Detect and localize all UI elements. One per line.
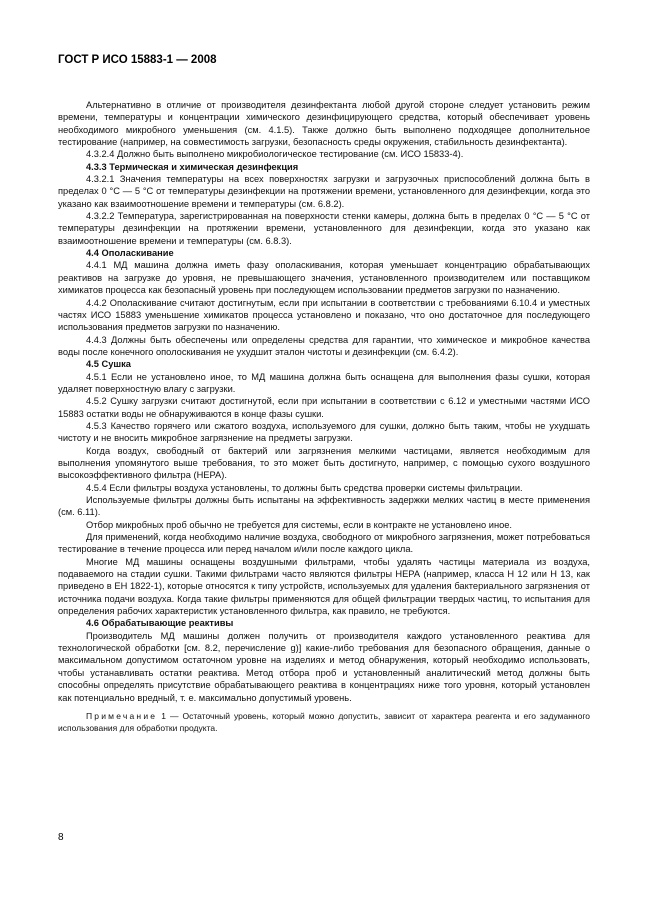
paragraph: 4.4.3 Должны быть обеспечены или определены средства для гарантии, что химическое и микробное качества воды после конечного ополоскивания не ухудшит эталон чистоты и дезинфекции (см. 6.4.2). bbox=[58, 334, 590, 357]
document-header: ГОСТ Р ИСО 15883-1 — 2008 bbox=[58, 54, 217, 66]
document-body bbox=[58, 99, 590, 734]
paragraph: 4.4.2 Ополаскивание считают достигнутым, если при испытании в соответствии с требованиями 6.10.4 и уместных частях ИСО 15883 уменьшение химикатов процесса установлено и показано, что оно достаточное для последующего использования предметов загрузки по назначению. bbox=[58, 297, 590, 333]
paragraph: Для применений, когда необходимо наличие воздуха, свободного от микробного загрязнения, может потребоваться тестирование в течение процесса или перед началом и/или после каждого цикла. bbox=[58, 532, 590, 555]
section-heading: 4.4 Ополаскивание bbox=[86, 248, 174, 259]
paragraph: 4.5.1 Если не установлено иное, то МД машина должна быть оснащена для выполнения фазы сушки, которая удаляет поверхностную влагу с загрузки. bbox=[58, 371, 590, 394]
section-heading: 4.3.3 Термическая и химическая дезинфекция bbox=[86, 161, 299, 172]
paragraph: Многие МД машины оснащены воздушными фильтрами, чтобы удалять частицы материала из воздуха, подаваемого на стадии сушки. Такими фильтрами часто являются фильтры НЕРА (например, класса Н 12 или Н 13, как приведено в ЕН 1822-1), которые относятся к типу устройств, используемых для удаления бактериального загрязнения от источника подачи воздуха. Когда такие фильтры применяются для общей фильтрации твердых частиц, то испытания для определения рабочих характеристик установленного фильтра, как правило, не требуются. bbox=[58, 556, 590, 617]
paragraph: 4.3.2.2 Температура, зарегистрированная на поверхности стенки камеры, должна быть в пределах 0 °C — 5 °C от температуры дезинфекции на протяжении времени, установленного для дезинфекции, когда это указано как взаимоотношение времени и температуры (см. 6.8.3). bbox=[58, 211, 590, 246]
paragraph: 4.4.1 МД машина должна иметь фазу ополаскивания, которая уменьшает концентрацию обрабатывающих реактивов на загрузке до уровня, не превышающего значения, установленного производителем или поставщиком химикатов процесса как безопасный уровень при последующем использовании предметов загрузки по назначению. bbox=[58, 260, 590, 296]
page-number: 8 bbox=[58, 832, 64, 843]
paragraph: 4.5.2 Сушку загрузки считают достигнутой, если при испытании в соответствии с 6.12 и уместными частями ИСО 15883 остатки воды не обнаруживаются в конце фазы сушки. bbox=[58, 396, 590, 419]
paragraph: Когда воздух, свободный от бактерий или загрязнения мелкими частицами, является необходимым для выполнения упомянутого выше требования, то это может быть достигнуто, например, с помощью сухого воздушного высокоэффективного фильтра (НЕРА). bbox=[58, 445, 590, 481]
section-heading: 4.5 Сушка bbox=[86, 359, 131, 370]
paragraph: 4.5.4 Если фильтры воздуха установлены, то должны быть средства проверки системы фильтрации. bbox=[86, 482, 523, 493]
paragraph: Используемые фильтры должны быть испытаны на эффективность задержки мелких частиц в месте применения (см. 6.11). bbox=[58, 495, 590, 518]
paragraph: 4.3.2.1 Значения температуры на всех поверхностях загрузки и загрузочных приспособлений должна быть в пределах 0 °C — 5 °C от температуры дезинфекции на протяжении времени, установленного для дезинфекции, когда это указано как взаимоотношение времени и температуры (см. 6.8.2). bbox=[58, 174, 590, 209]
paragraph: Отбор микробных проб обычно не требуется для системы, если в контракте не установлено иное. bbox=[86, 519, 513, 530]
paragraph: Альтернативно в отличие от производителя дезинфектанта любой другой стороне следует установить режим времени, температуры и концентрации химического дезинфицирующего средства, который обеспечивает уровень необходимого микробного уменьшения (см. 4.1.5). Также должно быть выполнено подходящее дополнительное тестирование (например, на совместимость загрузки, безопасность среды окружения, стабильность дезинфектанта). bbox=[58, 100, 590, 148]
note bbox=[58, 710, 590, 734]
paragraph: Производитель МД машины должен получить от производителя каждого установленного реактива для технологической обработки [см. 8.2, перечисление g)] какие-либо требования для безопасного обращения, данные о максимальном допустимом остаточном уровне на изделиях и метод обнаружения, который необходимо использовать, чтобы устанавливать остатки реактива. Метод отбора проб и установленный аналитический метод должны быть способны определять присутствие обрабатывающего реактива в концентрациях ниже того уровня, который установлен как потенциально вредный, т. е. максимально допустимый уровень. bbox=[58, 630, 590, 703]
note-label: Примечание bbox=[86, 710, 158, 721]
note-text: 1 — Остаточный уровень, который можно допустить, зависит от характера реагента и его задуманного использования для обработки продукта. bbox=[58, 710, 590, 733]
paragraph: 4.5.3 Качество горячего или сжатого воздуха, используемого для сушки, должно быть таким, чтобы не ухудшать чистоту и не вносить микробное загрязнение на предметы загрузки. bbox=[58, 420, 590, 444]
section-heading: 4.6 Обрабатывающие реактивы bbox=[86, 618, 234, 629]
paragraph: 4.3.2.4 Должно быть выполнено микробиологическое тестирование (см. ИСО 15833-4). bbox=[86, 149, 464, 160]
